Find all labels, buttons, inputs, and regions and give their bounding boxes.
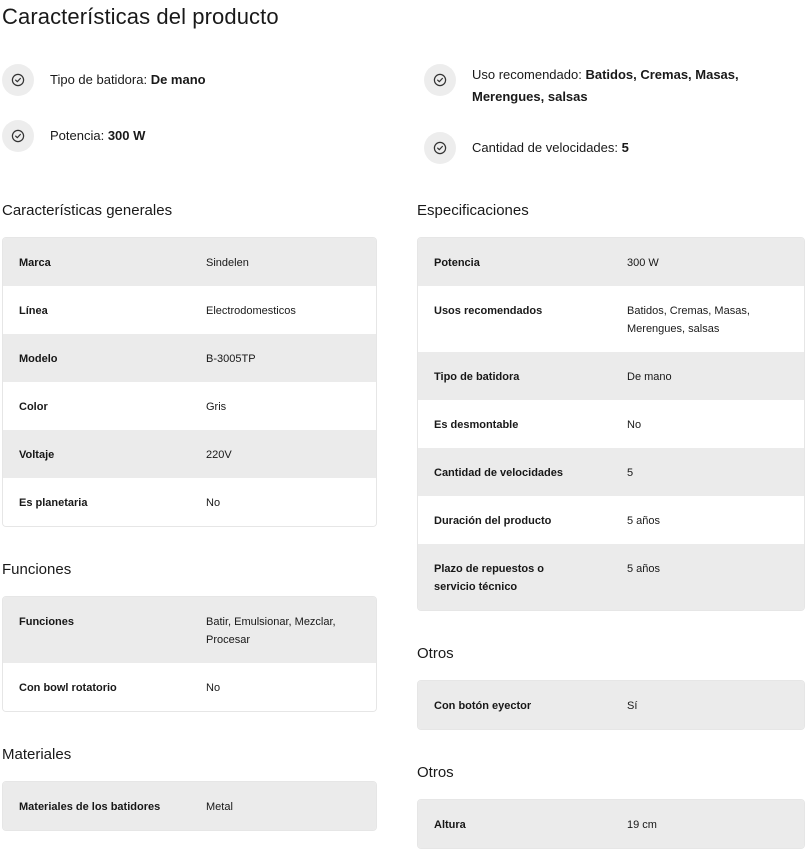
highlight-potencia <box>2 120 382 152</box>
highlight-text: Potencia: 300 W <box>50 128 146 143</box>
row-value: 300 W <box>627 257 659 269</box>
table-row <box>3 597 376 663</box>
row-value: Sindelen <box>206 257 249 269</box>
table-row <box>3 663 376 711</box>
table-row <box>418 352 804 400</box>
highlight-uso-recomendado <box>424 64 784 108</box>
section-title-general: Características generales <box>2 202 173 219</box>
row-key: Voltaje <box>19 449 55 461</box>
table-otros <box>417 680 805 730</box>
row-value: No <box>627 419 642 431</box>
page-title: Características del producto <box>2 4 279 29</box>
row-key: Funciones <box>19 616 75 628</box>
check-circle-icon <box>2 64 34 96</box>
row-key: Es desmontable <box>434 419 519 431</box>
row-value: Batir, Emulsionar, Mezclar, Procesar <box>206 616 336 646</box>
row-key: Potencia <box>434 257 480 269</box>
section-title-otros: Otros <box>417 645 454 662</box>
check-circle-icon <box>2 120 34 152</box>
row-value: 220V <box>206 449 232 461</box>
table-row <box>3 478 376 526</box>
table-row <box>418 238 804 286</box>
check-circle-icon <box>424 132 456 164</box>
row-value: Sí <box>627 700 638 712</box>
highlight-text: Tipo de batidora: De mano <box>50 72 206 87</box>
row-key: Con botón eyector <box>434 700 532 712</box>
table-row <box>418 400 804 448</box>
table-row <box>3 382 376 430</box>
table-funciones <box>2 596 377 712</box>
row-value: Gris <box>206 401 227 413</box>
table-row <box>418 544 804 610</box>
row-key: Color <box>19 401 48 413</box>
row-value: No <box>206 497 221 509</box>
table-row <box>418 286 804 352</box>
section-title-funciones: Funciones <box>2 561 72 578</box>
row-key: Usos recomendados <box>434 305 543 317</box>
table-otros-2 <box>417 799 805 849</box>
highlight-text: Cantidad de velocidades: 5 <box>472 140 629 155</box>
row-value: Batidos, Cremas, Masas, Merengues, salsas <box>627 305 750 335</box>
table-row <box>418 681 804 729</box>
row-key: Línea <box>19 305 48 317</box>
row-key: Marca <box>19 257 51 269</box>
row-key: Altura <box>434 819 466 831</box>
row-value: 19 cm <box>627 819 657 831</box>
table-row <box>3 238 376 286</box>
section-title-otros-2: Otros <box>417 764 454 781</box>
check-circle-icon <box>424 64 456 96</box>
table-general <box>2 237 377 527</box>
row-key: Duración del producto <box>434 515 552 527</box>
highlight-cantidad-velocidades <box>424 132 784 164</box>
row-value: 5 años <box>627 515 661 527</box>
row-value: 5 <box>627 467 634 479</box>
table-row <box>3 334 376 382</box>
row-value: 5 años <box>627 563 661 575</box>
table-row <box>3 430 376 478</box>
row-value: Electrodomesticos <box>206 305 296 317</box>
row-key: Cantidad de velocidades <box>434 467 563 479</box>
row-value: De mano <box>627 371 672 383</box>
row-value: Metal <box>206 801 233 813</box>
row-key: Plazo de repuestos o servicio técnico <box>434 563 545 593</box>
table-row <box>418 496 804 544</box>
highlight-tipo-batidora <box>2 64 382 96</box>
section-title-especificaciones: Especificaciones <box>417 202 529 219</box>
row-value: No <box>206 682 221 694</box>
row-key: Modelo <box>19 353 58 365</box>
table-row <box>418 448 804 496</box>
table-especificaciones <box>417 237 805 611</box>
row-key: Materiales de los batidores <box>19 801 161 813</box>
row-value: B-3005TP <box>206 353 256 365</box>
row-key: Tipo de batidora <box>434 371 520 383</box>
table-materiales <box>2 781 377 831</box>
table-row <box>3 782 376 830</box>
table-row <box>418 800 804 848</box>
section-title-materiales: Materiales <box>2 746 72 763</box>
row-key: Es planetaria <box>19 497 88 509</box>
row-key: Con bowl rotatorio <box>19 682 117 694</box>
highlight-text: Uso recomendado: Batidos, Cremas, Masas, Merengues, salsas <box>472 67 739 104</box>
table-row <box>3 286 376 334</box>
